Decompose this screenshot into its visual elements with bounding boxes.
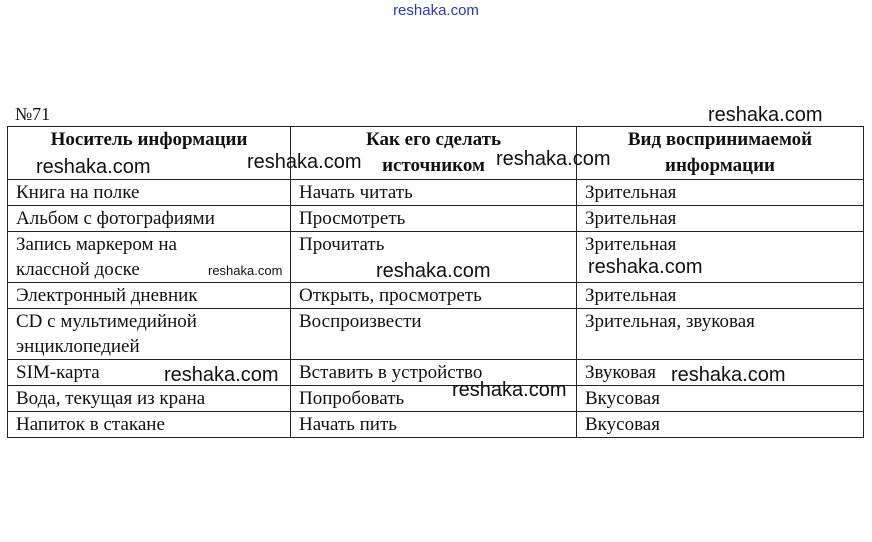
table-row	[8, 180, 864, 206]
cell-carrier: Вода, текущая из крана	[8, 386, 291, 412]
watermark: reshaka.com	[164, 364, 279, 386]
watermark: reshaka.com	[671, 364, 786, 386]
cell-perception: Зрительная	[577, 283, 864, 309]
cell-action: Вставить в устройство	[291, 360, 577, 386]
table-row	[8, 283, 864, 309]
cell-action: Попробовать	[291, 386, 577, 412]
cell-perception: Зрительная	[577, 232, 864, 283]
cell-carrier: Альбом с фотографиями	[8, 206, 291, 232]
cell-carrier: CD с мультимедийной энциклопедией	[8, 309, 291, 360]
table-row	[8, 412, 864, 438]
watermark: reshaka.com	[452, 379, 567, 401]
watermark: reshaka.com	[496, 148, 611, 170]
watermark: reshaka.com	[708, 104, 823, 126]
watermark: reshaka.com	[588, 256, 703, 278]
header-how-to-make-source: Как его сделать источником	[291, 127, 577, 180]
header-perception-type: Вид воспринимаемой информации	[577, 127, 864, 180]
cell-perception: Зрительная	[577, 206, 864, 232]
watermark: reshaka.com	[208, 263, 283, 278]
cell-action: Прочитать	[291, 232, 577, 283]
cell-action: Начать читать	[291, 180, 577, 206]
table-row	[8, 206, 864, 232]
cell-action: Воспроизвести	[291, 309, 577, 360]
site-header-watermark: reshaka.com	[393, 2, 479, 19]
cell-carrier: SIM-карта	[8, 360, 291, 386]
watermark: reshaka.com	[36, 156, 151, 178]
watermark: reshaka.com	[247, 151, 362, 173]
cell-carrier: Книга на полке	[8, 180, 291, 206]
watermark: reshaka.com	[376, 260, 491, 282]
table-row	[8, 309, 864, 360]
cell-action: Открыть, просмотреть	[291, 283, 577, 309]
table-row	[8, 386, 864, 412]
cell-perception: Вкусовая	[577, 386, 864, 412]
cell-carrier: Электронный дневник	[8, 283, 291, 309]
header-carrier: Носитель информации	[8, 127, 291, 180]
problem-number: №71	[15, 104, 51, 124]
cell-perception: Вкусовая	[577, 412, 864, 438]
cell-perception: Звуковая	[577, 360, 864, 386]
cell-action: Начать пить	[291, 412, 577, 438]
cell-carrier: Запись маркером на классной доске	[8, 232, 291, 283]
cell-perception: Зрительная, звуковая	[577, 309, 864, 360]
cell-carrier: Напиток в стакане	[8, 412, 291, 438]
cell-perception: Зрительная	[577, 180, 864, 206]
cell-action: Просмотреть	[291, 206, 577, 232]
